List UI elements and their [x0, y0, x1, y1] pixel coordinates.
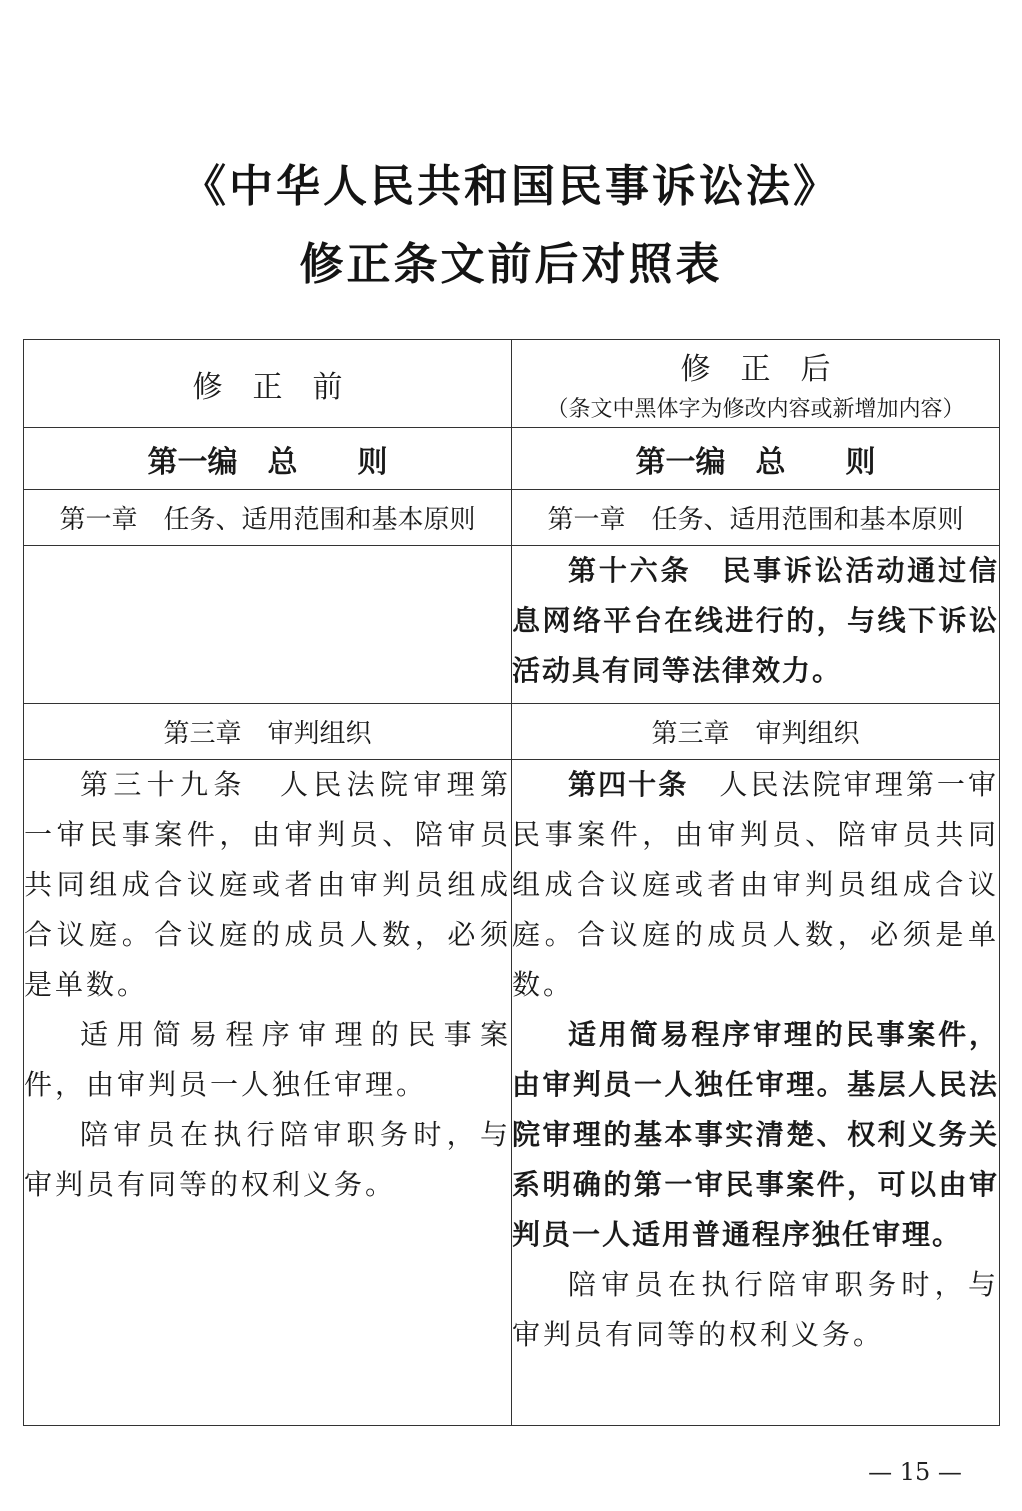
header-after-label: 修正后 — [680, 352, 861, 387]
document-title-line2: 修正条文前后对照表 — [299, 239, 723, 290]
header-after-cell — [512, 340, 1000, 428]
article40-para1-text: 人民法院审理第一审民事案件，由审判员、陪审员共同组成合议庭或者由审判员组成合议庭。合议庭的成员人数，必须是单数。 — [512, 768, 999, 1001]
article40-number: 第四十条 — [568, 768, 689, 801]
article40-para2: 适用简易程序审理的民事案件，由审判员一人独任审理。基层人民法院审理的基本事实清楚、权利义务关系明确的第一审民事案件，可以由审判员一人适用普通程序独任审理。 — [512, 1018, 999, 1251]
chapter3-row — [24, 704, 1000, 760]
page-number: — 15 — — [868, 1458, 962, 1486]
chapter1-before: 第一章 任务、适用范围和基本原则 — [24, 490, 512, 546]
comparison-table — [23, 339, 1000, 1426]
article39-para3: 陪审员在执行陪审职务时，与审判员有同等的权利义务。 — [24, 1118, 511, 1201]
header-before-cell — [24, 340, 512, 428]
article16-before-empty — [24, 546, 512, 704]
header-after-note: （条文中黑体字为修改内容或新增加内容） — [546, 397, 965, 422]
article39-para2: 适用简易程序审理的民事案件，由审判员一人独任审理。 — [24, 1018, 511, 1101]
part-before: 第一编 总 则 — [24, 428, 512, 490]
article39-para1: 第三十九条 人民法院审理第一审民事案件，由审判员、陪审员共同组成合议庭或者由审判员组成合议庭。合议庭的成员人数，必须是单数。 — [24, 768, 511, 1001]
article40-after-cell — [512, 760, 1000, 1426]
article39-before-cell — [24, 760, 512, 1426]
document-title-line1: 《中华人民共和国民事诉讼法》 — [182, 161, 840, 212]
chapter3-after: 第三章 审判组织 — [512, 704, 1000, 760]
header-before-label: 修正前 — [192, 369, 373, 405]
article40-para3: 陪审员在执行陪审职务时，与审判员有同等的权利义务。 — [512, 1268, 999, 1351]
article40-para1 — [512, 760, 999, 1010]
article16-row — [24, 546, 1000, 704]
article16-after-text: 第十六条 民事诉讼活动通过信息网络平台在线进行的，与线下诉讼活动具有同等法律效力。 — [512, 554, 999, 687]
article16-after-cell — [512, 546, 1000, 704]
part-after: 第一编 总 则 — [512, 428, 1000, 490]
chapter1-row — [24, 490, 1000, 546]
part-row — [24, 428, 1000, 490]
header-row — [24, 340, 1000, 428]
chapter1-after: 第一章 任务、适用范围和基本原则 — [512, 490, 1000, 546]
article39-40-row — [24, 760, 1000, 1426]
chapter3-before: 第三章 审判组织 — [24, 704, 512, 760]
